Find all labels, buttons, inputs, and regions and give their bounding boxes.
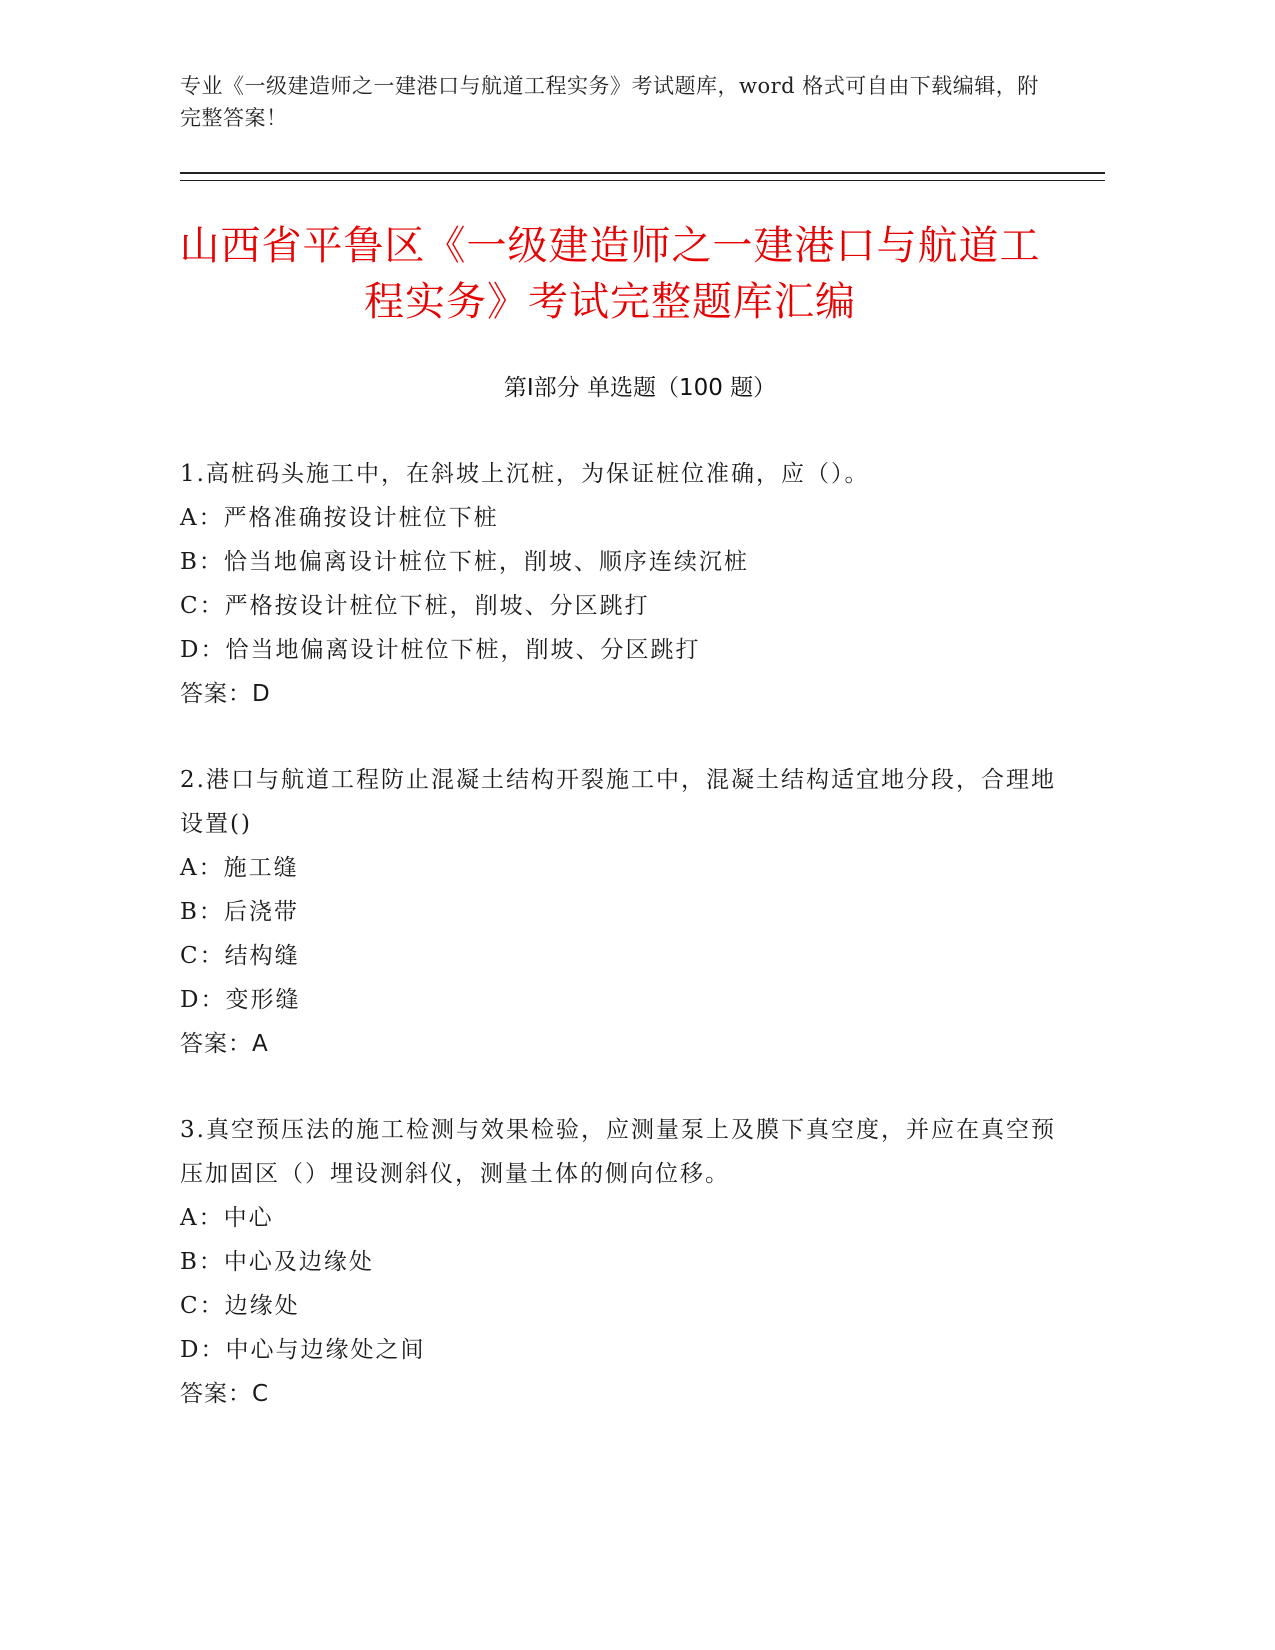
header-note: 专业《一级建造师之一建港口与航道工程实务》考试题库，word 格式可自由下载编辑，附完整答案！ [180, 74, 1039, 130]
option-d: D：恰当地偏离设计桩位下桩，削坡、分区跳打 [180, 637, 701, 663]
option-c: C：结构缝 [180, 943, 300, 969]
option-b: B：恰当地偏离设计桩位下桩，削坡、顺序连续沉桩 [180, 549, 749, 575]
header-rule-thin [180, 180, 1105, 181]
question-1 [180, 452, 1060, 716]
question-spacer [180, 716, 1060, 758]
question-3 [180, 1108, 1060, 1416]
question-stem: 2.港口与航道工程防止混凝土结构开裂施工中，混凝土结构适宜地分段，合理地设置() [180, 767, 1056, 837]
option-a: A：中心 [180, 1205, 274, 1231]
option-c: C：边缘处 [180, 1293, 300, 1319]
option-b: B：中心及边缘处 [180, 1249, 374, 1275]
answer: 答案：C [180, 1381, 270, 1407]
answer: 答案：D [180, 681, 271, 707]
section-heading: 第Ⅰ部分 单选题（100 题） [503, 375, 777, 401]
option-b: B：后浇带 [180, 899, 299, 925]
header-rule-thick [180, 172, 1105, 174]
question-stem: 3.真空预压法的施工检测与效果检验，应测量泵上及膜下真空度，并应在真空预压加固区（）埋设测斜仪，测量土体的侧向位移。 [180, 1117, 1056, 1187]
question-2 [180, 758, 1060, 1066]
question-list [180, 452, 1060, 1416]
option-d: D：变形缝 [180, 987, 301, 1013]
option-d: D：中心与边缘处之间 [180, 1337, 426, 1363]
question-spacer [180, 1066, 1060, 1108]
option-a: A：严格准确按设计桩位下桩 [180, 505, 499, 531]
question-stem: 1.高桩码头施工中，在斜坡上沉桩，为保证桩位准确，应（）。 [180, 461, 870, 487]
option-c: C：严格按设计桩位下桩，削坡、分区跳打 [180, 593, 650, 619]
option-a: A：施工缝 [180, 855, 299, 881]
answer: 答案：A [180, 1031, 269, 1057]
document-title: 山西省平鲁区《一级建造师之一建港口与航道工程实务》考试完整题库汇编 [179, 223, 1041, 325]
